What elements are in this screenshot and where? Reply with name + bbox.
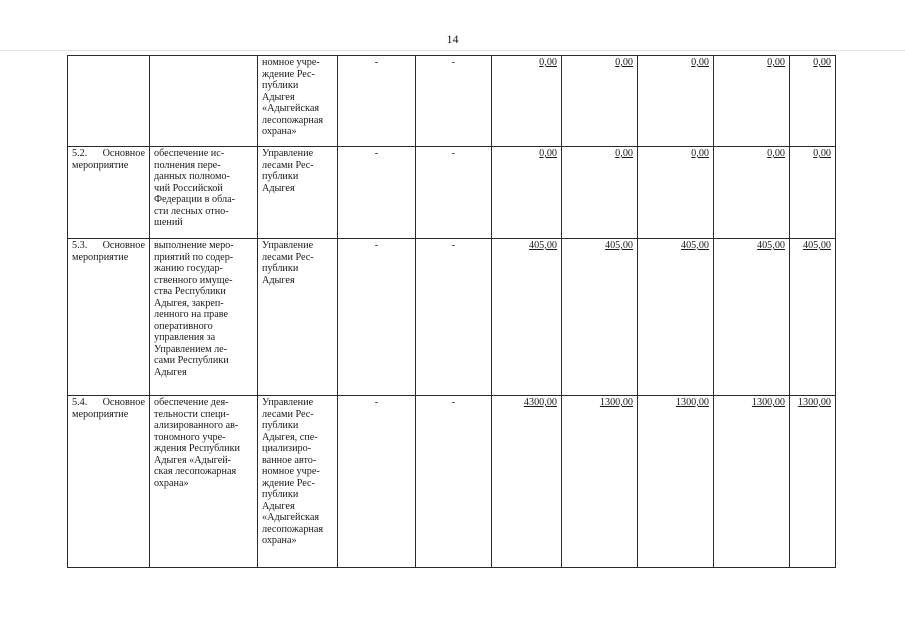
activity-code-cell: 5.3. Основное мероприятие: [68, 239, 150, 396]
dash-cell: -: [338, 147, 416, 239]
amount-cell: 0,00: [492, 147, 562, 239]
amount-cell: 0,00: [492, 56, 562, 147]
dash-cell: -: [416, 239, 492, 396]
table-row: [68, 56, 836, 147]
amount-cell: 0,00: [790, 147, 836, 239]
scan-artifact-line: [0, 50, 905, 51]
amount-cell: 0,00: [638, 147, 714, 239]
executor-cell: Управление лесами Рес- публики Адыгея, спе- циализиро- ванное авто- номное учре- ждение Рес- публики Адыгея «Адыгейская лесопожарная охрана»: [258, 396, 338, 568]
dash-cell: -: [338, 396, 416, 568]
amount-cell: 0,00: [562, 147, 638, 239]
executor-cell: номное учре- ждение Рес- публики Адыгея «Адыгейская лесопожарная охрана»: [258, 56, 338, 147]
dash-cell: -: [416, 147, 492, 239]
amount-cell: 0,00: [790, 56, 836, 147]
amount-cell: 1300,00: [790, 396, 836, 568]
amount-cell: 0,00: [714, 147, 790, 239]
amount-cell: 1300,00: [638, 396, 714, 568]
activity-code-cell: 5.4. Основное мероприятие: [68, 396, 150, 568]
dash-cell: -: [338, 239, 416, 396]
amount-cell: 0,00: [638, 56, 714, 147]
activity-name-cell: обеспечение ис- полнения пере- данных полномо- чий Российской Федерации в обла- сти лесных отно- шений: [150, 147, 258, 239]
amount-cell: 405,00: [492, 239, 562, 396]
table-row: [68, 147, 836, 239]
activity-name-cell: выполнение меро- приятий по содер- жанию государ- ственного имуще- ства Республики Адыгея, закреп- ленного на праве оперативного управления за Управлением ле- сами Республики Адыгея: [150, 239, 258, 396]
activity-code-cell: 5.2. Основное мероприятие: [68, 147, 150, 239]
amount-cell: 405,00: [790, 239, 836, 396]
program-activities-table: [67, 55, 836, 568]
activity-name-cell: [150, 56, 258, 147]
amount-cell: 0,00: [714, 56, 790, 147]
dash-cell: -: [416, 56, 492, 147]
activity-code-cell: [68, 56, 150, 147]
amount-cell: 405,00: [638, 239, 714, 396]
amount-cell: 4300,00: [492, 396, 562, 568]
amount-cell: 1300,00: [562, 396, 638, 568]
table-row: [68, 239, 836, 396]
table-row: [68, 396, 836, 568]
dash-cell: -: [338, 56, 416, 147]
dash-cell: -: [416, 396, 492, 568]
amount-cell: 1300,00: [714, 396, 790, 568]
executor-cell: Управление лесами Рес- публики Адыгея: [258, 147, 338, 239]
executor-cell: Управление лесами Рес- публики Адыгея: [258, 239, 338, 396]
amount-cell: 405,00: [714, 239, 790, 396]
page-number: 14: [446, 32, 459, 46]
activity-name-cell: обеспечение дея- тельности специ- ализированного ав- тономного учре- ждения Республики Адыгея «Адыгей- ская лесопожарная охрана»: [150, 396, 258, 568]
amount-cell: 0,00: [562, 56, 638, 147]
amount-cell: 405,00: [562, 239, 638, 396]
